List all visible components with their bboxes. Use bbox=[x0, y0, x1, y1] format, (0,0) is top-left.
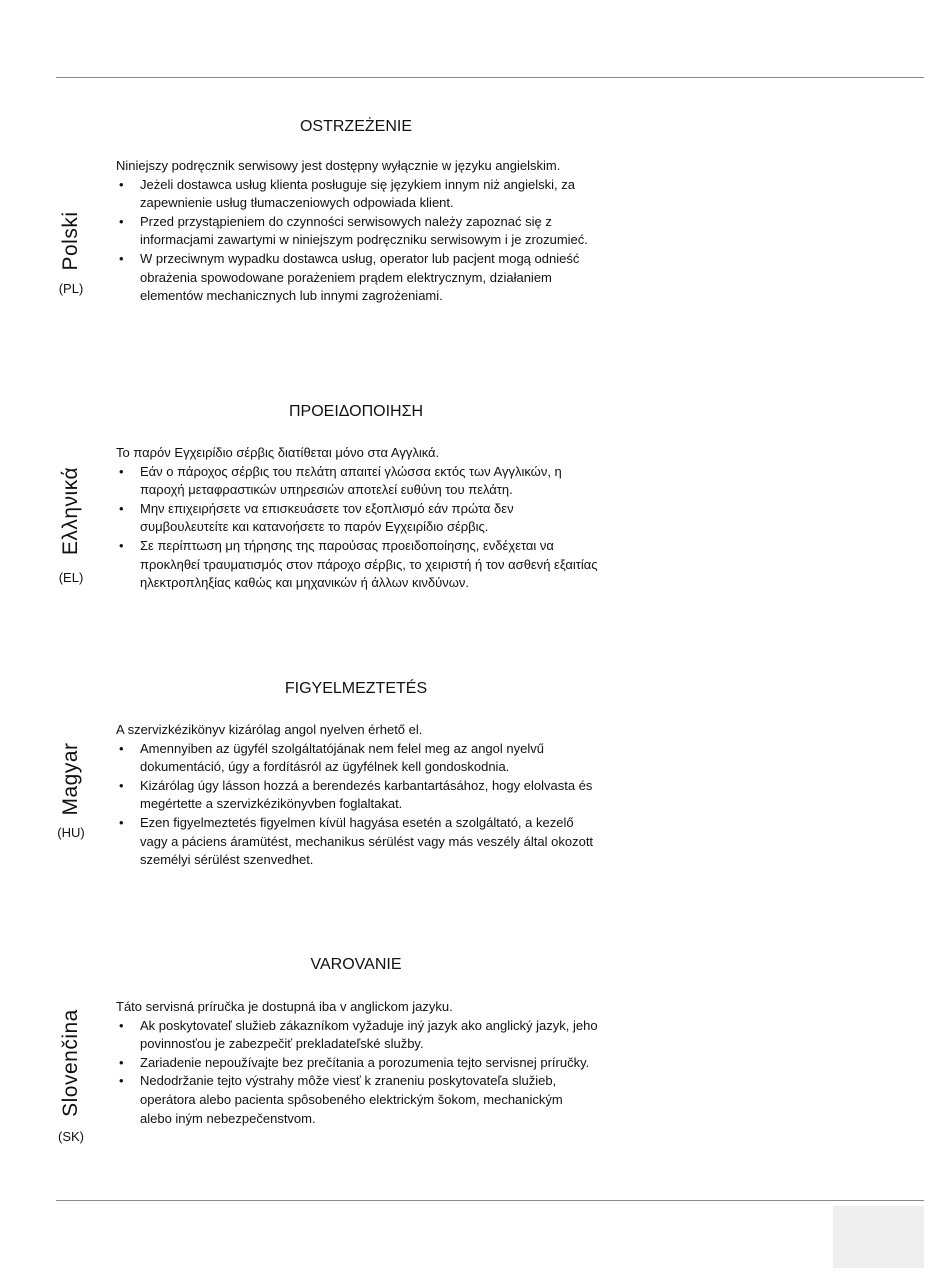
language-code: (PL) bbox=[58, 281, 84, 296]
bullet-item: • Zariadenie nepoužívajte bez prečítania a porozumenia tejto servisnej príručky. bbox=[116, 1054, 598, 1073]
bullet-list bbox=[116, 463, 598, 593]
section-title: ΠΡΟΕΙΔΟΠΟΙΗΣΗ bbox=[288, 403, 424, 420]
bullet-list bbox=[116, 176, 598, 306]
page-corner-box bbox=[833, 1206, 924, 1268]
bullet-item: • Μην επιχειρήσετε να επισκευάσετε τον εξοπλισμό εάν πρώτα δεν συμβουλευτείτε και κατανοήσετε το παρόν Εγχειρίδιο σέρβις. bbox=[116, 500, 598, 537]
intro-text: Niniejszy podręcznik serwisowy jest dostępny wyłącznie w języku angielskim. bbox=[116, 158, 561, 173]
language-code: (HU) bbox=[57, 825, 85, 840]
bullet-item: • Kizárólag úgy lásson hozzá a berendezés karbantartásához, hogy elolvasta és megértette a szervizkézikönyvben foglaltakat. bbox=[116, 777, 598, 814]
warning-text bbox=[116, 444, 598, 593]
intro-text: Το παρόν Εγχειρίδιο σέρβις διατίθεται μόνο στα Αγγλικά. bbox=[116, 445, 440, 460]
intro-text: A szervizkézikönyv kizárólag angol nyelven érhető el. bbox=[116, 722, 423, 737]
bullet-list bbox=[116, 740, 598, 870]
section-title: FIGYELMEZTETÉS bbox=[284, 680, 428, 697]
bullet-item: • Ak poskytovateľ služieb zákazníkom vyžaduje iný jazyk ako anglický jazyk, jeho povinnosťou je zabezpečiť prekladateľské služby. bbox=[116, 1017, 598, 1054]
language-label: Ελληνικά bbox=[59, 466, 82, 556]
bullet-item: • Amennyiben az ügyfél szolgáltatójának nem felel meg az angol nyelvű dokumentáció, úgy a fordításról az ügyfélnek kell gondoskodnia. bbox=[116, 740, 598, 777]
bullet-item: • Nedodržanie tejto výstrahy môže viesť k zraneniu poskytovateľa služieb, operátora alebo pacienta spôsobeného elektrickým šokom, mechanickým alebo iným nebezpečenstvom. bbox=[116, 1072, 598, 1128]
bullet-item: • Przed przystąpieniem do czynności serwisowych należy zapoznać się z informacjami zawartymi w niniejszym podręczniku serwisowym i je zrozumieć. bbox=[116, 213, 598, 250]
intro-text: Táto servisná príručka je dostupná iba v anglickom jazyku. bbox=[116, 999, 453, 1014]
bullet-item: • Σε περίπτωση μη τήρησης της παρούσας προειδοποίησης, ενδέχεται να προκληθεί τραυματισμός στον πάροχο σέρβις, το χειριστή ή τον ασθενή εξαιτίας ηλεκτροπληξίας καθώς και μηχανικών ή άλλων κινδύνων. bbox=[116, 537, 598, 593]
bullet-item: • Ezen figyelmeztetés figyelmen kívül hagyása esetén a szolgáltató, a kezelő vagy a páciens áramütést, mechanikus sérülést vagy más veszély által okozott személyi sérülést szenvedhet. bbox=[116, 814, 598, 870]
top-divider bbox=[56, 77, 924, 78]
warning-text bbox=[116, 721, 598, 870]
language-label: Polski bbox=[59, 211, 82, 271]
warning-text bbox=[116, 998, 598, 1128]
language-code: (SK) bbox=[58, 1129, 84, 1144]
warning-text bbox=[116, 157, 598, 306]
bottom-divider bbox=[56, 1200, 924, 1201]
bullet-list bbox=[116, 1017, 598, 1129]
language-label: Slovenčina bbox=[59, 1009, 82, 1117]
bullet-item: • W przeciwnym wypadku dostawca usług, operator lub pacjent mogą odnieść obrażenia spowodowane porażeniem prądem elektrycznym, działaniem elementów mechanicznych lub innymi zagrożeniami. bbox=[116, 250, 598, 306]
bullet-item: • Jeżeli dostawca usług klienta posługuje się językiem innym niż angielski, za zapewnienie usług tłumaczeniowych odpowiada klient. bbox=[116, 176, 598, 213]
section-title: OSTRZEŻENIE bbox=[299, 118, 412, 135]
section-title: VAROVANIE bbox=[310, 956, 402, 973]
language-code: (EL) bbox=[58, 570, 84, 585]
bullet-item: • Εάν ο πάροχος σέρβις του πελάτη απαιτεί γλώσσα εκτός των Αγγλικών, η παροχή μεταφραστικών υπηρεσιών αποτελεί ευθύνη του πελάτη. bbox=[116, 463, 598, 500]
language-label: Magyar bbox=[59, 742, 82, 816]
